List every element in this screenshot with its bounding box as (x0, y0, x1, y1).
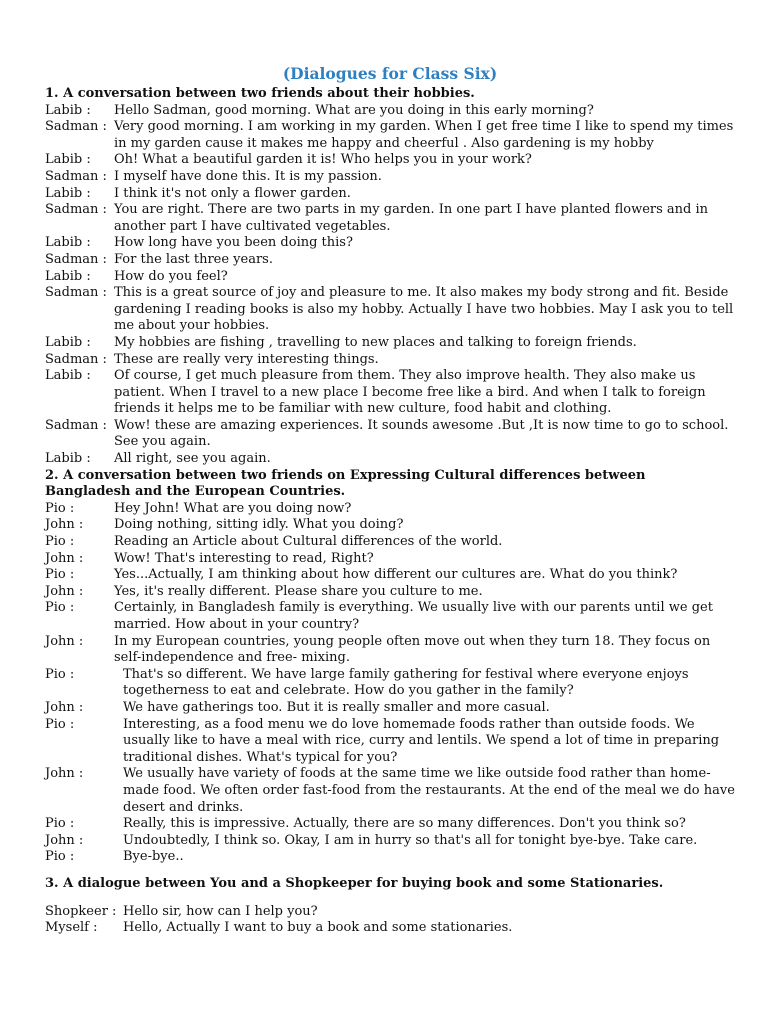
speaker-label: Sadman : (45, 351, 107, 367)
dialogue-text: Wow! That's interesting to read, Right? (114, 550, 374, 566)
speaker-label: Sadman : (45, 168, 107, 184)
dialogue-line (45, 352, 735, 369)
speaker-label: Labib : (45, 334, 91, 350)
dialogue-text: How long have you been doing this? (114, 235, 353, 251)
dialogue-line (45, 335, 735, 352)
speaker-label: John : (45, 766, 84, 782)
speaker-label: Pio : (45, 600, 75, 616)
speaker-label: Labib : (45, 268, 91, 284)
dialogue-line (45, 634, 735, 667)
speaker-label: Pio : (45, 816, 75, 832)
dialogue-line (45, 920, 735, 937)
dialogue-text: Certainly, in Bangladesh family is everything. We usually live with our parents until we get married. How about in your country? (114, 600, 713, 632)
dialogue-line (45, 584, 735, 601)
dialogue-line (45, 285, 735, 335)
page-title: (Dialogues for Class Six) (282, 64, 498, 83)
dialogue-line (45, 904, 735, 921)
dialogue-line (45, 551, 735, 568)
speaker-label: Pio : (45, 666, 75, 682)
dialogue-text: We have gatherings too. But it is really smaller and more casual. (123, 699, 550, 715)
dialogue-line (45, 252, 735, 269)
speaker-label: John : (45, 517, 84, 533)
dialogue-line (45, 269, 735, 286)
speaker-label: John : (45, 699, 84, 715)
dialogue-text: Really, this is impressive. Actually, there are so many differences. Don't you think so? (123, 816, 686, 832)
dialogue-sections (45, 86, 735, 937)
dialogue-text: You are right. There are two parts in my garden. In one part I have planted flowers and in another part I have cultivated vegetables. (114, 202, 709, 234)
dialogue-text: My hobbies are fishing , travelling to new places and talking to foreign friends. (114, 334, 637, 350)
dialogue-line (45, 833, 735, 850)
dialogue-text: I think it's not only a flower garden. (114, 185, 351, 201)
dialogue-text: These are really very interesting things. (114, 351, 379, 367)
speaker-label: John : (45, 832, 84, 848)
speaker-label: Pio : (45, 849, 75, 865)
dialogue-line (45, 816, 735, 833)
dialogue-text: Bye-bye.. (123, 849, 184, 865)
dialogue-line (45, 235, 735, 252)
dialogue-line (45, 534, 735, 551)
dialogue-line (45, 418, 735, 451)
dialogue-text: Oh! What a beautiful garden it is! Who helps you in your work? (114, 152, 532, 168)
dialogue-text: This is a great source of joy and pleasure to me. It also makes my body strong and fit. Beside gardening I reading books is also my hobby. Actually I have two hobbies. May I ask you to tell me about your hobbies. (114, 285, 734, 334)
speaker-label: Pio : (45, 500, 75, 516)
speaker-label: Sadman : (45, 417, 107, 433)
dialogue-line (45, 600, 735, 633)
dialogue-line (45, 501, 735, 518)
speaker-label: Sadman : (45, 251, 107, 267)
dialogue-text: All right, see you again. (114, 451, 271, 467)
dialogue-line (45, 717, 735, 767)
dialogue-text: Undoubtedly, I think so. Okay, I am in hurry so that's all for tonight bye-bye. Take care. (123, 832, 698, 848)
dialogue-text: Very good morning. I am working in my garden. When I get free time I like to spend my times in my garden cause it makes me happy and cheerful . Also gardening is my hobby (114, 119, 734, 151)
dialogue-line (45, 700, 735, 717)
dialogue-text: Hello Sadman, good morning. What are you doing in this early morning? (114, 102, 594, 118)
dialogue-text: I myself have done this. It is my passion. (114, 168, 382, 184)
speaker-label: Labib : (45, 235, 91, 251)
dialogue-line (45, 169, 735, 186)
speaker-label: Pio : (45, 567, 75, 583)
dialogue-line (45, 152, 735, 169)
dialogue-line (45, 202, 735, 235)
dialogue-text: In my European countries, young people often move out when they turn 18. They focus on self-independence and free- mixing. (114, 633, 711, 666)
dialogue-text: Hey John! What are you doing now? (114, 500, 352, 516)
section-heading: 2. A conversation between two friends on Expressing Cultural differences between Bangladesh and the European Countries. (45, 467, 646, 500)
dialogue-line (45, 766, 735, 816)
dialogue-text: Yes, it's really different. Please share you culture to me. (114, 583, 483, 599)
dialogue-line (45, 103, 735, 120)
dialogue-line (45, 567, 735, 584)
dialogue-text: Reading an Article about Cultural differences of the world. (114, 534, 503, 550)
speaker-label: John : (45, 550, 84, 566)
speaker-label: Labib : (45, 185, 91, 201)
speaker-label: Pio : (45, 716, 75, 732)
speaker-label: Labib : (45, 451, 91, 467)
dialogue-line (45, 186, 735, 203)
speaker-label: Labib : (45, 368, 91, 384)
dialogue-text: For the last three years. (114, 251, 273, 267)
dialogue-text: Yes...Actually, I am thinking about how different our cultures are. What do you think? (114, 567, 678, 583)
dialogue-text: Hello sir, how can I help you? (123, 903, 318, 919)
speaker-label: Myself : (45, 920, 98, 936)
speaker-label: Sadman : (45, 202, 107, 218)
speaker-label: Pio : (45, 534, 75, 550)
dialogue-text: We usually have variety of foods at the same time we like outside food rather than home-made food. We often order fast-food from the restaurants. At the end of the meal we do have desert and drinks. (123, 766, 735, 815)
speaker-label: John : (45, 633, 84, 649)
dialogue-line (45, 667, 735, 700)
speaker-label: Sadman : (45, 119, 107, 135)
dialogue-text: Wow! these are amazing experiences. It sounds awesome .But ,It is now time to go to school. See you again. (114, 417, 729, 450)
speaker-label: Labib : (45, 152, 91, 168)
dialogue-text: Of course, I get much pleasure from them. They also improve health. They also make us patient. When I travel to a new place I become free like a bird. And when I talk to foreign friends it helps me to be familiar with new culture, food habit and clothing. (114, 368, 706, 417)
section-heading: 1. A conversation between two friends about their hobbies. (45, 86, 475, 101)
dialogue-text: That's so different. We have large family gathering for festival where everyone enjoys togetherness to eat and celebrate. How do you gather in the family? (123, 666, 689, 699)
dialogue-text: Hello, Actually I want to buy a book and some stationaries. (123, 920, 513, 936)
dialogue-line (45, 119, 735, 152)
dialogue-line (45, 451, 735, 468)
speaker-label: Shopkeer : (45, 903, 117, 919)
dialogue-line (45, 368, 735, 418)
document-page (45, 64, 735, 937)
speaker-label: Sadman : (45, 285, 107, 301)
speaker-label: Labib : (45, 102, 91, 118)
speaker-label: John : (45, 583, 84, 599)
dialogue-text: How do you feel? (114, 268, 228, 284)
dialogue-text: Doing nothing, sitting idly. What you doing? (114, 517, 404, 533)
dialogue-line (45, 849, 735, 866)
section-heading: 3. A dialogue between You and a Shopkeeper for buying book and some Stationaries. (45, 875, 664, 891)
dialogue-text: Interesting, as a food menu we do love homemade foods rather than outside foods. We usually like to have a meal with rice, curry and lentils. We spend a lot of time in preparing traditional dishes. What's typical for you? (123, 716, 720, 765)
dialogue-line (45, 517, 735, 534)
